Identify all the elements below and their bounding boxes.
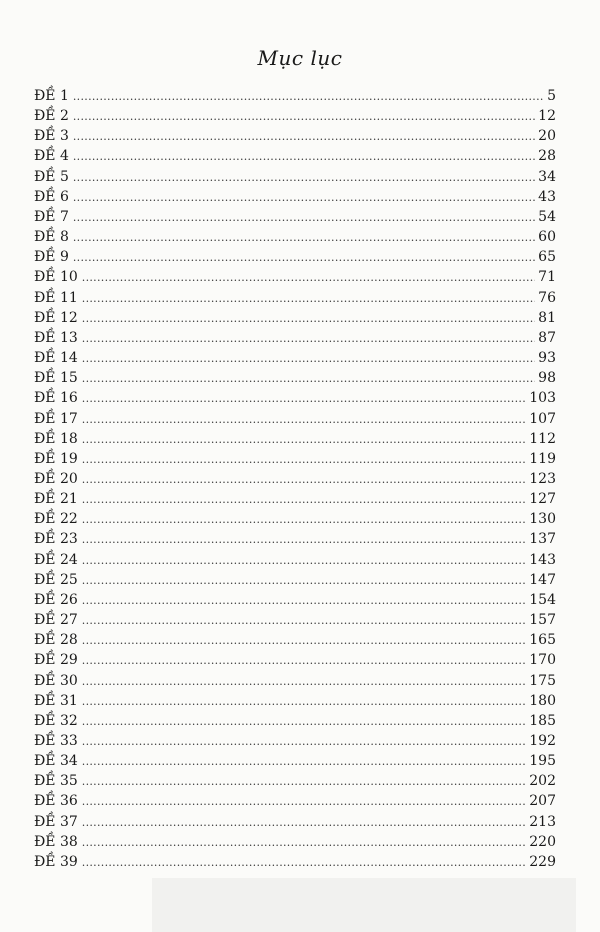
toc-entry[interactable] — [34, 288, 556, 308]
toc-entry[interactable] — [34, 106, 556, 126]
toc-entry[interactable] — [34, 731, 556, 751]
leader-dots — [82, 349, 535, 369]
toc-entry[interactable] — [34, 146, 556, 166]
toc-entry-label: ĐỀ 34 — [34, 753, 78, 770]
toc-entry[interactable] — [34, 550, 556, 570]
toc-entry[interactable] — [34, 267, 556, 287]
toc-entry-label: ĐỀ 38 — [34, 833, 78, 850]
toc-entry-label: ĐỀ 9 — [34, 249, 69, 266]
toc-entry-page: 71 — [538, 269, 556, 286]
leader-dots — [73, 208, 535, 228]
toc-entry-page: 112 — [529, 430, 556, 447]
toc-entry-page: 185 — [529, 712, 556, 729]
toc-entry-page: 220 — [529, 833, 556, 850]
toc-entry[interactable] — [34, 368, 556, 388]
leader-dots — [73, 228, 535, 248]
toc-entry-page: 81 — [538, 309, 556, 326]
toc-entry[interactable] — [34, 671, 556, 691]
toc-entry[interactable] — [34, 852, 556, 872]
toc-entry-label: ĐỀ 26 — [34, 591, 78, 608]
page-title: Mục lục — [257, 46, 343, 70]
leader-dots — [73, 147, 535, 167]
toc-entry[interactable] — [34, 529, 556, 549]
toc-entry[interactable] — [34, 429, 556, 449]
toc-entry-page: 154 — [529, 591, 556, 608]
toc-entry-page: 143 — [529, 551, 556, 568]
toc-entry-label: ĐỀ 23 — [34, 531, 78, 548]
toc-entry-label: ĐỀ 7 — [34, 208, 69, 225]
scan-shadow — [152, 878, 576, 932]
leader-dots — [82, 530, 526, 550]
leader-dots — [82, 450, 526, 470]
toc-entry-label: ĐỀ 10 — [34, 269, 78, 286]
leader-dots — [73, 168, 535, 188]
toc-entry-page: 213 — [529, 813, 556, 830]
toc-entry-label: ĐỀ 19 — [34, 450, 78, 467]
leader-dots — [82, 772, 526, 792]
table-of-contents — [34, 86, 556, 872]
toc-entry-page: 60 — [538, 229, 556, 246]
toc-entry[interactable] — [34, 308, 556, 328]
toc-entry-label: ĐỀ 22 — [34, 511, 78, 528]
leader-dots — [73, 87, 544, 107]
toc-entry-page: 34 — [538, 168, 556, 185]
leader-dots — [82, 490, 526, 510]
toc-entry-label: ĐỀ 16 — [34, 390, 78, 407]
leader-dots — [82, 792, 526, 812]
leader-dots — [82, 631, 526, 651]
toc-entry-label: ĐỀ 39 — [34, 853, 78, 870]
toc-entry-label: ĐỀ 18 — [34, 430, 78, 447]
toc-entry-label: ĐỀ 1 — [34, 88, 69, 104]
toc-entry-page: 175 — [529, 672, 556, 689]
toc-entry-page: 12 — [538, 108, 556, 125]
leader-dots — [82, 389, 526, 409]
toc-entry[interactable] — [34, 771, 556, 791]
leader-dots — [82, 833, 526, 853]
toc-entry[interactable] — [34, 570, 556, 590]
leader-dots — [82, 551, 526, 571]
toc-entry-page: 5 — [547, 88, 556, 104]
leader-dots — [82, 651, 526, 671]
toc-entry-label: ĐỀ 29 — [34, 652, 78, 669]
toc-entry[interactable] — [34, 711, 556, 731]
toc-entry-page: 147 — [529, 571, 556, 588]
toc-entry[interactable] — [34, 610, 556, 630]
leader-dots — [82, 430, 526, 450]
toc-entry-page: 119 — [529, 450, 556, 467]
toc-entry[interactable] — [34, 509, 556, 529]
toc-entry[interactable] — [34, 751, 556, 771]
toc-entry[interactable] — [34, 469, 556, 489]
toc-entry-page: 207 — [529, 793, 556, 810]
toc-entry[interactable] — [34, 167, 556, 187]
toc-entry[interactable] — [34, 328, 556, 348]
toc-entry[interactable] — [34, 409, 556, 429]
toc-entry-label: ĐỀ 2 — [34, 108, 69, 125]
toc-entry-page: 170 — [529, 652, 556, 669]
toc-entry-label: ĐỀ 36 — [34, 793, 78, 810]
leader-dots — [82, 369, 535, 389]
toc-entry-label: ĐỀ 25 — [34, 571, 78, 588]
toc-entry-label: ĐỀ 12 — [34, 309, 78, 326]
toc-entry-page: 130 — [529, 511, 556, 528]
toc-entry-page: 87 — [538, 329, 556, 346]
toc-entry-label: ĐỀ 6 — [34, 188, 69, 205]
leader-dots — [82, 732, 526, 752]
toc-entry-page: 98 — [538, 370, 556, 387]
toc-entry-label: ĐỀ 37 — [34, 813, 78, 830]
leader-dots — [82, 752, 526, 772]
toc-entry-page: 20 — [538, 128, 556, 145]
leader-dots — [73, 127, 535, 147]
toc-entry[interactable] — [34, 832, 556, 852]
leader-dots — [82, 510, 526, 530]
leader-dots — [82, 309, 535, 329]
toc-entry-page: 192 — [529, 733, 556, 749]
toc-entry-page: 123 — [529, 470, 556, 487]
toc-entry[interactable] — [34, 812, 556, 832]
leader-dots — [82, 672, 526, 692]
toc-entry[interactable] — [34, 449, 556, 469]
toc-entry[interactable] — [34, 489, 556, 509]
leader-dots — [82, 712, 526, 732]
toc-entry-page: 202 — [529, 773, 556, 790]
toc-entry[interactable] — [34, 348, 556, 368]
leader-dots — [82, 571, 526, 591]
toc-entry-label: ĐỀ 35 — [34, 773, 78, 790]
toc-entry-label: ĐỀ 31 — [34, 692, 78, 709]
leader-dots — [82, 410, 526, 430]
toc-entry-label: ĐỀ 17 — [34, 410, 78, 427]
toc-entry-page: 93 — [538, 350, 556, 367]
toc-entry-label: ĐỀ 24 — [34, 551, 78, 568]
toc-entry-page: 127 — [529, 491, 556, 508]
leader-dots — [82, 813, 526, 833]
toc-entry-label: ĐỀ 5 — [34, 168, 69, 185]
leader-dots — [82, 329, 535, 349]
toc-entry-label: ĐỀ 20 — [34, 470, 78, 487]
toc-entry-label: ĐỀ 32 — [34, 712, 78, 729]
toc-entry-label: ĐỀ 28 — [34, 632, 78, 649]
toc-entry-label: ĐỀ 27 — [34, 612, 78, 629]
toc-entry-label: ĐỀ 30 — [34, 672, 78, 689]
toc-entry-label: ĐỀ 13 — [34, 329, 78, 346]
leader-dots — [82, 853, 526, 873]
toc-entry[interactable] — [34, 187, 556, 207]
toc-entry-label: ĐỀ 3 — [34, 128, 69, 145]
toc-entry-label: ĐỀ 11 — [34, 289, 78, 306]
toc-entry[interactable] — [34, 791, 556, 811]
toc-entry-page: 76 — [538, 289, 556, 306]
toc-entry-label: ĐỀ 8 — [34, 229, 69, 246]
toc-entry-page: 137 — [529, 531, 556, 548]
toc-entry-label: ĐỀ 33 — [34, 733, 78, 749]
toc-entry[interactable] — [34, 388, 556, 408]
toc-entry[interactable] — [34, 86, 556, 106]
toc-entry-page: 165 — [529, 632, 556, 649]
toc-entry-page: 54 — [538, 208, 556, 225]
toc-entry[interactable] — [34, 650, 556, 670]
toc-entry[interactable] — [34, 247, 556, 267]
leader-dots — [73, 248, 535, 268]
leader-dots — [82, 591, 526, 611]
leader-dots — [82, 289, 535, 309]
leader-dots — [73, 107, 535, 127]
toc-entry[interactable] — [34, 590, 556, 610]
leader-dots — [73, 188, 535, 208]
toc-entry-page: 229 — [529, 853, 556, 870]
toc-entry[interactable] — [34, 630, 556, 650]
leader-dots — [82, 692, 526, 712]
toc-entry-label: ĐỀ 21 — [34, 491, 78, 508]
toc-entry-page: 195 — [529, 753, 556, 770]
toc-entry-page: 107 — [529, 410, 556, 427]
toc-entry-label: ĐỀ 15 — [34, 370, 78, 387]
toc-entry-page: 43 — [538, 188, 556, 205]
toc-entry-page: 103 — [529, 390, 556, 407]
leader-dots — [82, 611, 526, 631]
toc-entry[interactable] — [34, 207, 556, 227]
toc-entry[interactable] — [34, 227, 556, 247]
toc-entry-page: 28 — [538, 148, 556, 165]
toc-entry-page: 65 — [538, 249, 556, 266]
toc-entry[interactable] — [34, 691, 556, 711]
leader-dots — [82, 268, 535, 288]
toc-entry-page: 157 — [529, 612, 556, 629]
toc-entry-label: ĐỀ 4 — [34, 148, 69, 165]
toc-entry-label: ĐỀ 14 — [34, 350, 78, 367]
toc-entry-page: 180 — [529, 692, 556, 709]
toc-entry[interactable] — [34, 126, 556, 146]
leader-dots — [82, 470, 526, 490]
